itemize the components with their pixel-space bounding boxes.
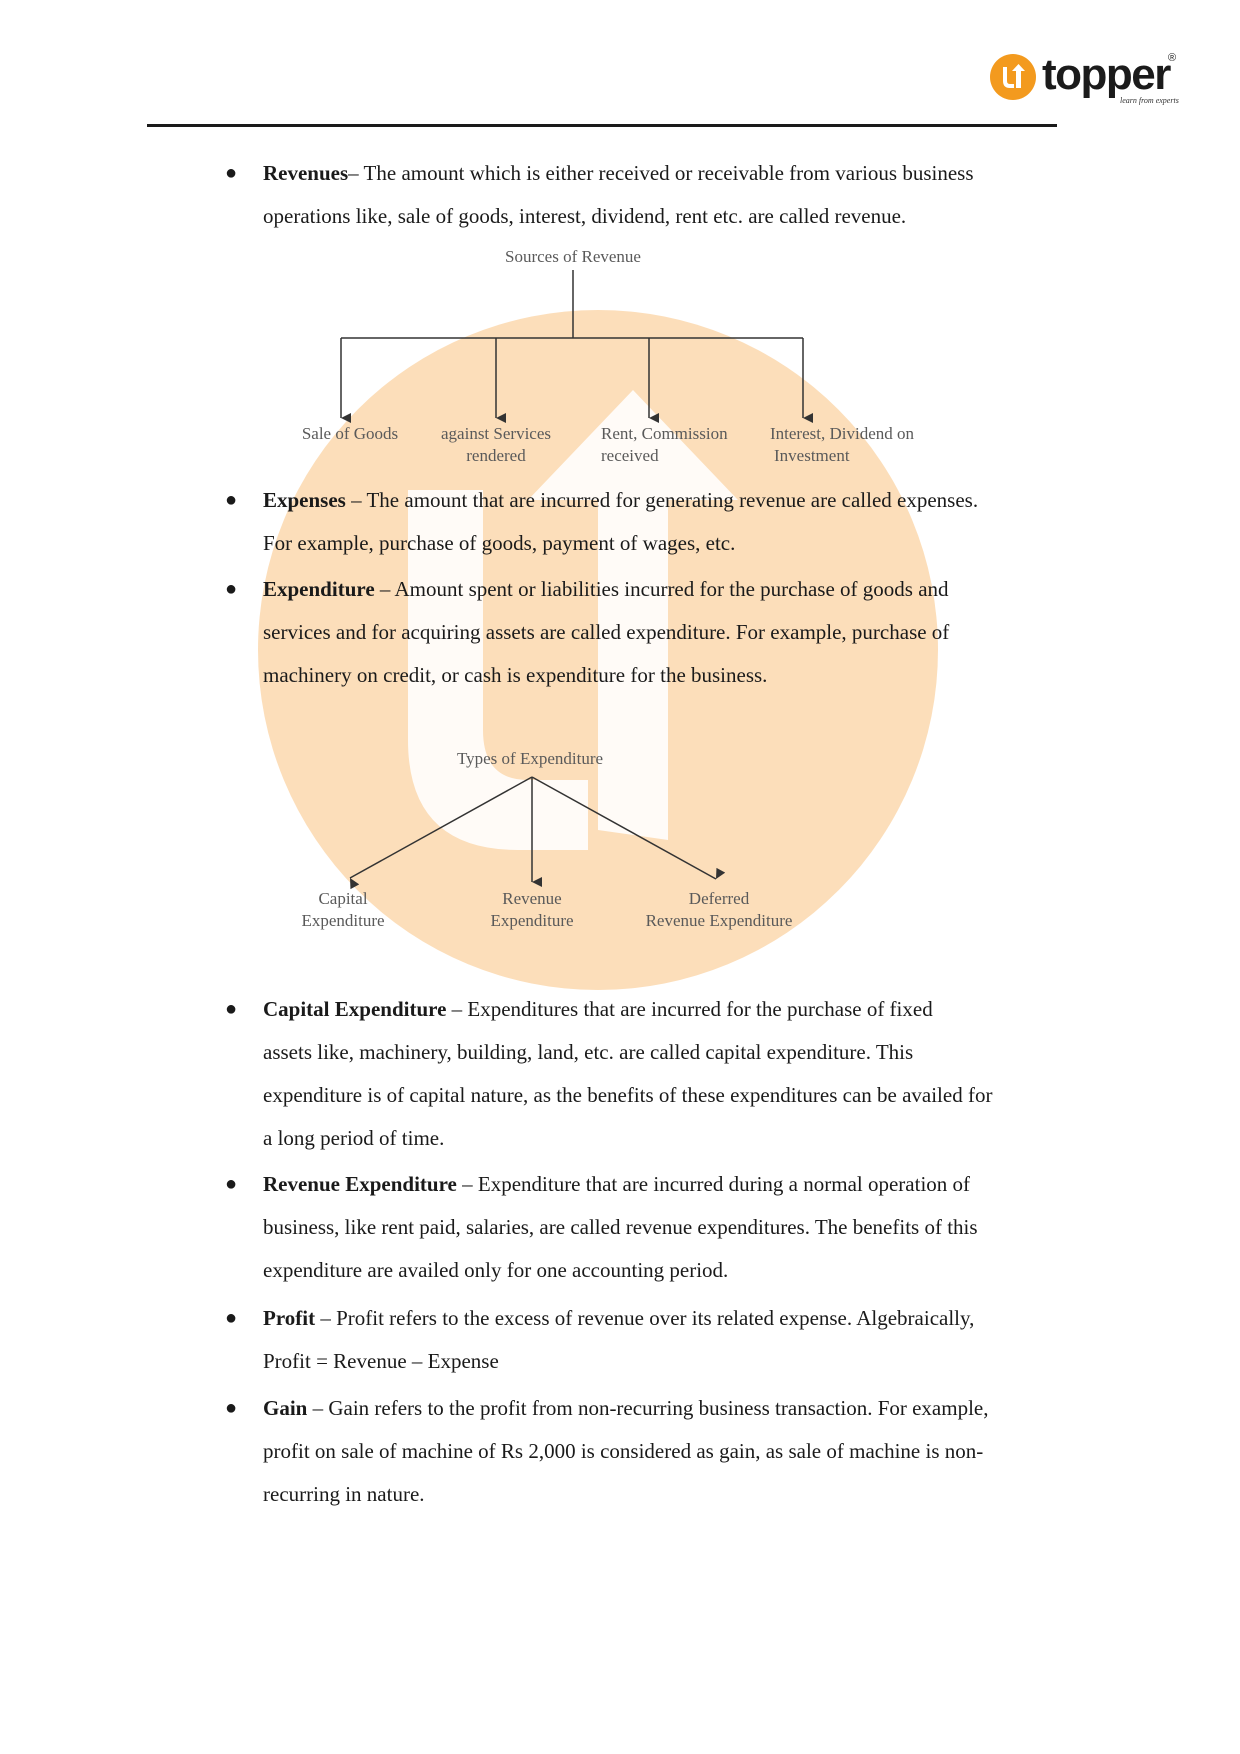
- item-line: services and for acquiring assets are called expenditure. For example, purchase of: [263, 620, 950, 644]
- logo-tagline: learn from experts: [1120, 96, 1179, 105]
- item-term: Expenses: [263, 488, 346, 512]
- revenue-diagram-title: Sources of Revenue: [505, 247, 641, 266]
- item-line: For example, purchase of goods, payment of wages, etc.: [263, 531, 736, 555]
- item-profit: [224, 1297, 1063, 1383]
- item-term: Revenue Expenditure: [263, 1172, 457, 1196]
- node-line: Investment: [774, 446, 850, 465]
- bullet: ●: [224, 1397, 238, 1419]
- node-line: Rent, Commission: [601, 424, 728, 443]
- item-line: profit on sale of machine of Rs 2,000 is considered as gain, as sale of machine is non-: [263, 1439, 984, 1463]
- item-gain: [224, 1387, 1063, 1516]
- expenditure-node-revenue: [457, 888, 607, 932]
- node-line: received: [601, 446, 659, 465]
- item-term: Capital Expenditure: [263, 997, 447, 1021]
- expenditure-arrow-deferred: [532, 777, 716, 879]
- node-line: Deferred: [688, 889, 750, 908]
- node-line: rendered: [466, 446, 526, 465]
- item-term: Expenditure: [263, 577, 375, 601]
- revenue-node-rent: [601, 423, 761, 467]
- item-line: a long period of time.: [263, 1126, 445, 1150]
- bullet: ●: [224, 578, 238, 600]
- item-capital-expenditure: [224, 988, 1063, 1160]
- item-line: – Profit refers to the excess of revenue over its related expense. Algebraically,: [315, 1306, 975, 1330]
- item-line: business, like rent paid, salaries, are called revenue expenditures. The benefits of this: [263, 1215, 978, 1239]
- item-line: – Amount spent or liabilities incurred for the purchase of goods and: [374, 577, 949, 601]
- item-revenue-expenditure: [224, 1163, 1063, 1292]
- revenue-node-sale: [280, 423, 420, 445]
- item-revenues: [224, 152, 1063, 238]
- item-line: expenditure are availed only for one accounting period.: [263, 1258, 729, 1282]
- item-line: – The amount that are incurred for generating revenue are called expenses.: [345, 488, 979, 512]
- item-line: – Expenditure that are incurred during a normal operation of: [456, 1172, 971, 1196]
- node-line: Revenue Expenditure: [645, 911, 793, 930]
- registered-mark: ®: [1168, 52, 1177, 64]
- node-line: Capital: [318, 889, 368, 908]
- expenditure-node-deferred: [629, 888, 809, 932]
- bullet: ●: [224, 1307, 238, 1329]
- node-line: Expenditure: [490, 911, 574, 930]
- item-term: Profit: [263, 1306, 316, 1330]
- logo-wordmark: topper: [1042, 50, 1170, 99]
- item-expenses: [224, 479, 1063, 565]
- item-line: – The amount which is either received or receivable from various business: [348, 161, 974, 185]
- expenditure-diagram-title: Types of Expenditure: [456, 749, 604, 768]
- item-line: expenditure is of capital nature, as the benefits of these expenditures can be availed for: [263, 1083, 993, 1107]
- item-expenditure: [224, 568, 1063, 697]
- revenue-node-interest: [770, 423, 940, 467]
- item-line: Profit = Revenue – Expense: [263, 1349, 499, 1373]
- bullet: ●: [224, 162, 238, 184]
- item-line: assets like, machinery, building, land, etc. are called capital expenditure. This: [263, 1040, 914, 1064]
- item-line: machinery on credit, or cash is expenditure for the business.: [263, 663, 768, 687]
- node-line: Sale of Goods: [301, 424, 399, 443]
- node-line: Revenue: [502, 889, 562, 908]
- item-term: Revenues: [263, 161, 349, 185]
- bullet: ●: [224, 489, 238, 511]
- node-line: Interest, Dividend on: [770, 424, 914, 443]
- item-line: – Expenditures that are incurred for the purchase of fixed: [446, 997, 933, 1021]
- bullet: ●: [224, 998, 238, 1020]
- node-line: against Services: [441, 424, 551, 443]
- item-line: operations like, sale of goods, interest, dividend, rent etc. are called revenue.: [263, 204, 907, 228]
- revenue-node-services: [421, 423, 571, 467]
- item-line: recurring in nature.: [263, 1482, 425, 1506]
- expenditure-node-capital: [268, 888, 418, 932]
- expenditure-arrow-capital: [350, 777, 532, 878]
- item-line: – Gain refers to the profit from non-recurring business transaction. For example,: [307, 1396, 989, 1420]
- item-term: Gain: [263, 1396, 308, 1420]
- bullet: ●: [224, 1173, 238, 1195]
- node-line: Expenditure: [301, 911, 385, 930]
